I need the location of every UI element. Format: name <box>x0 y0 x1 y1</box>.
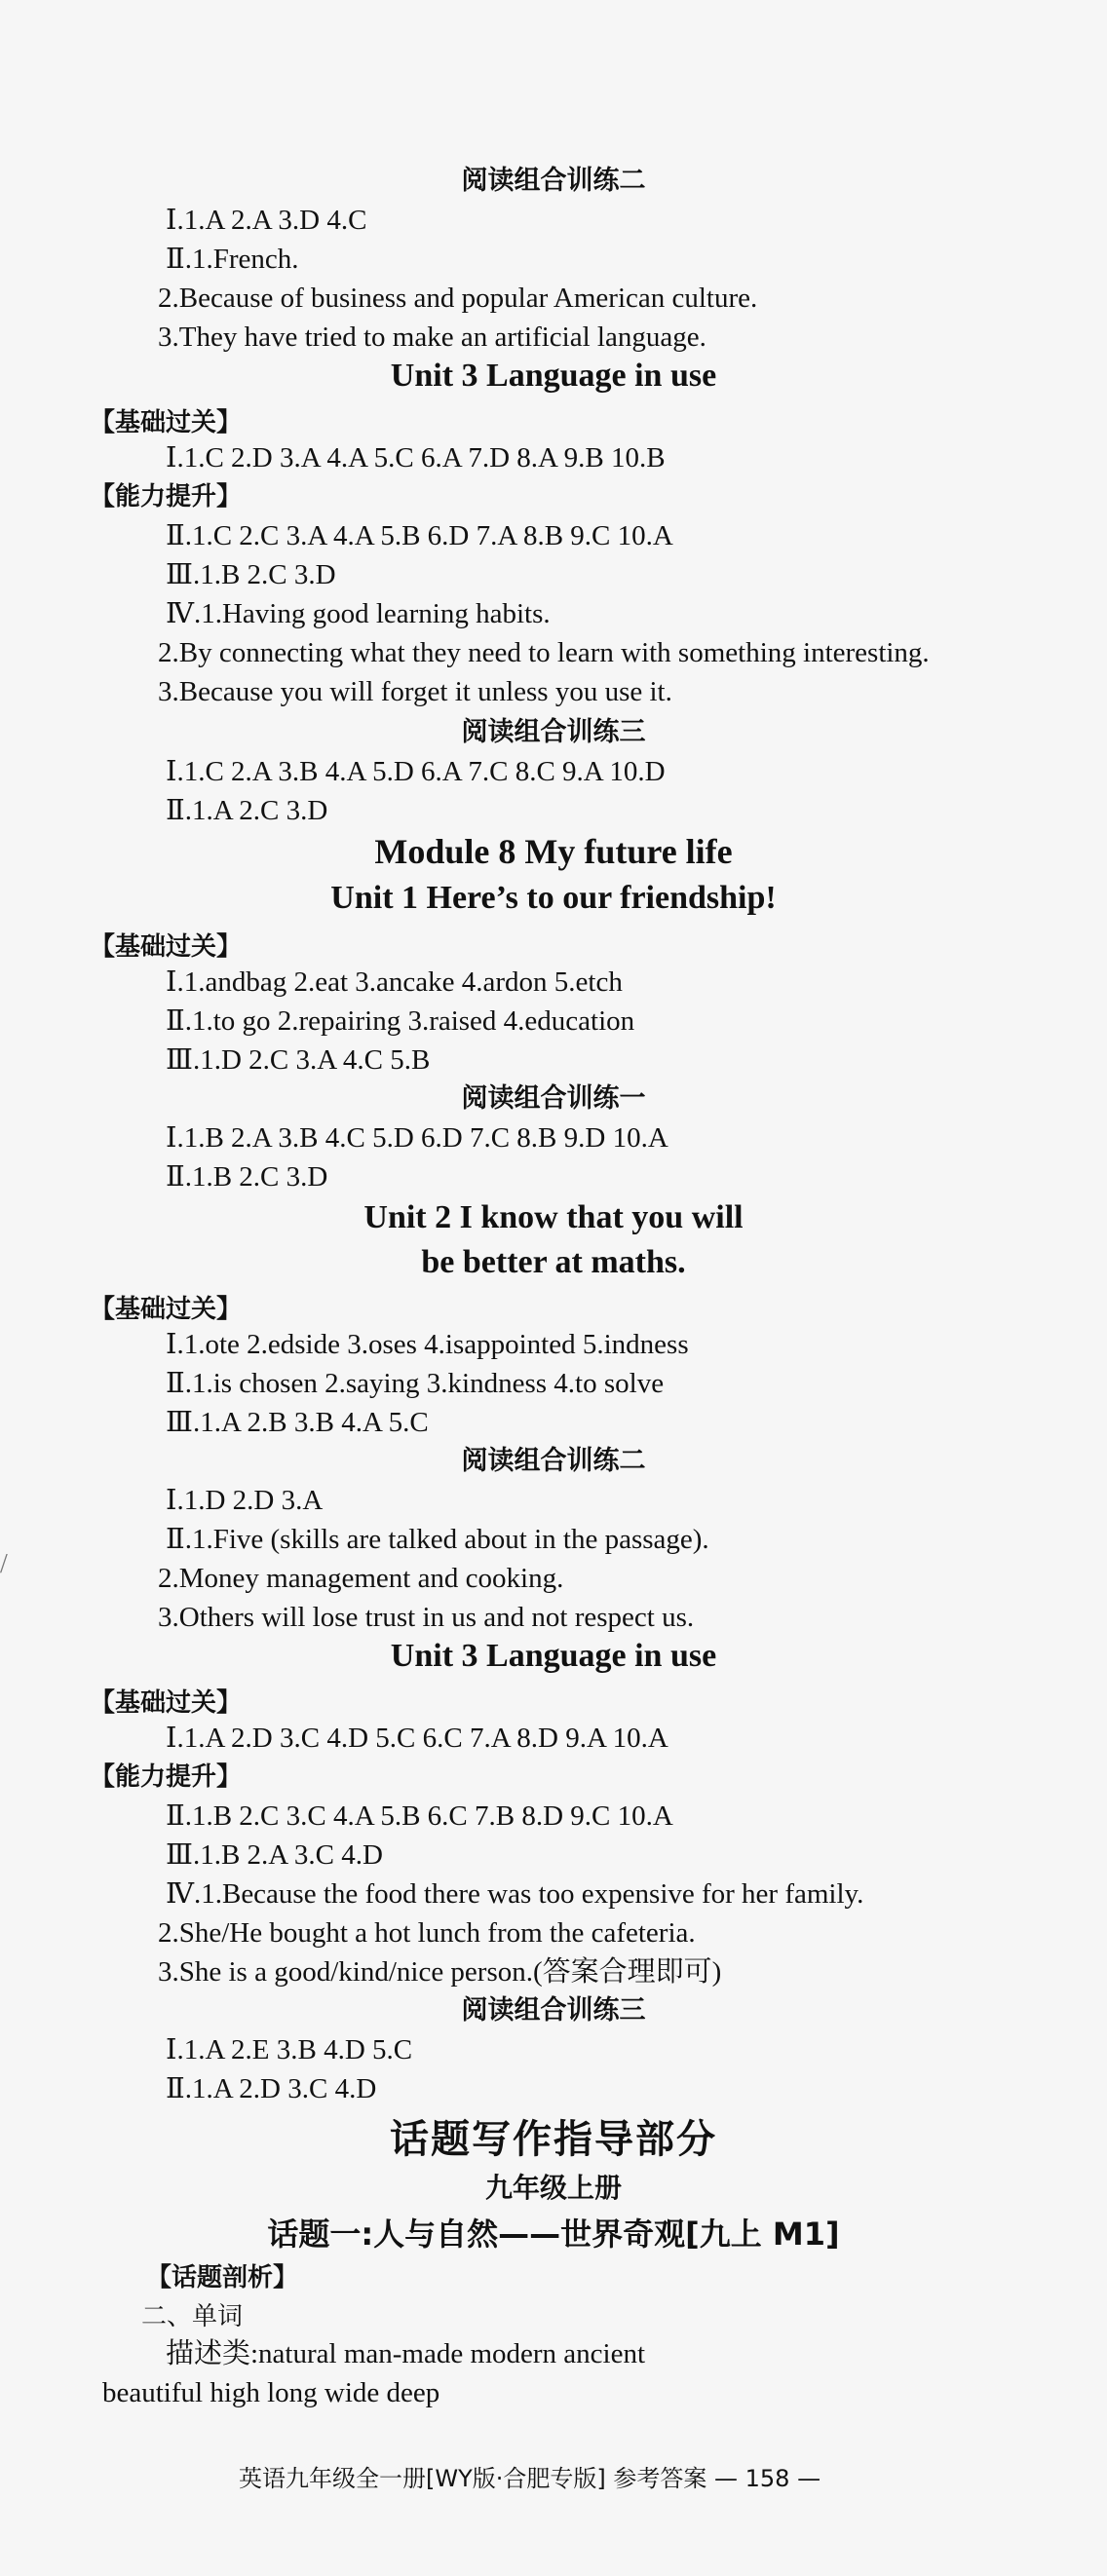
answer-line: Ⅱ.1.Five (skills are talked about in the passage). <box>166 1524 709 1555</box>
section-title-reading-2: 阅读组合训练二 <box>461 1446 646 1476</box>
section-title-reading-3: 阅读组合训练三 <box>461 1995 646 2026</box>
answer-line: Ⅱ.1.B 2.C 3.C 4.A 5.B 6.C 7.B 8.D 9.C 10.A <box>166 1800 673 1832</box>
word-list-line: beautiful high long wide deep <box>102 2377 440 2408</box>
answer-line: Ⅳ.1.Having good learning habits. <box>166 598 551 629</box>
page-footer: 英语九年级全一册[WY版·合肥专版] 参考答案 — 158 — <box>239 2465 821 2492</box>
margin-mark: / <box>0 1549 8 1579</box>
answer-line: Ⅰ.1.ote 2.edside 3.oses 4.isappointed 5.indness <box>166 1329 689 1360</box>
writing-section-title: 话题写作指导部分 <box>390 2117 717 2162</box>
answer-line: Ⅱ.1.French. <box>166 244 299 275</box>
answer-line: Ⅲ.1.B 2.C 3.D <box>166 559 336 590</box>
unit-title: Unit 3 Language in use <box>390 1638 717 1674</box>
word-list-line: 描述类:natural man-made modern ancient <box>166 2338 646 2369</box>
tag-ability: 【能力提升】 <box>90 482 243 511</box>
tag-basic: 【基础过关】 <box>90 1688 243 1718</box>
answer-line: Ⅲ.1.B 2.A 3.C 4.D <box>166 1839 383 1871</box>
tag-basic: 【基础过关】 <box>90 932 243 962</box>
answer-line: Ⅰ.1.andbag 2.eat 3.ancake 4.ardon 5.etch <box>166 966 623 998</box>
topic-title: 话题一:人与自然——世界奇观[九上 M1] <box>267 2216 840 2253</box>
answer-line: Ⅲ.1.A 2.B 3.B 4.A 5.C <box>166 1407 429 1438</box>
module-title: Module 8 My future life <box>374 832 733 871</box>
answer-line: 3.Because you will forget it unless you use it. <box>158 676 672 707</box>
answer-line: 2.Because of business and popular American culture. <box>158 283 758 314</box>
answer-line: 3.Others will lose trust in us and not respect us. <box>158 1602 695 1633</box>
answer-line: 2.Money management and cooking. <box>158 1563 564 1594</box>
section-title-reading-3: 阅读组合训练三 <box>461 717 646 747</box>
answer-line: Ⅱ.1.C 2.C 3.A 4.A 5.B 6.D 7.A 8.B 9.C 10.A <box>166 520 673 551</box>
tag-topic-analysis: 【话题剖析】 <box>146 2263 299 2292</box>
answer-line: Ⅳ.1.Because the food there was too expensive for her family. <box>166 1878 864 1910</box>
answer-line: Ⅰ.1.A 2.A 3.D 4.C <box>166 205 367 236</box>
answer-line: Ⅱ.1.is chosen 2.saying 3.kindness 4.to solve <box>166 1368 665 1399</box>
answer-line: 2.By connecting what they need to learn with something interesting. <box>158 637 930 668</box>
grade-title: 九年级上册 <box>484 2172 622 2204</box>
tag-basic: 【基础过关】 <box>90 1295 243 1324</box>
answer-line: Ⅰ.1.A 2.D 3.C 4.D 5.C 6.C 7.A 8.D 9.A 10.A <box>166 1723 668 1754</box>
answer-line: Ⅱ.1.A 2.D 3.C 4.D <box>166 2073 377 2104</box>
answer-line: Ⅱ.1.A 2.C 3.D <box>166 795 328 826</box>
answer-line: 2.She/He bought a hot lunch from the cafeteria. <box>158 1917 696 1949</box>
section-title-reading-2: 阅读组合训练二 <box>461 166 646 196</box>
subheading-words: 二、单词 <box>141 2302 244 2331</box>
section-title-reading-1: 阅读组合训练一 <box>461 1083 646 1114</box>
tag-ability: 【能力提升】 <box>90 1762 243 1792</box>
answer-line: Ⅰ.1.A 2.E 3.B 4.D 5.C <box>166 2034 413 2065</box>
answer-line: Ⅰ.1.C 2.D 3.A 4.A 5.C 6.A 7.D 8.A 9.B 10.B <box>166 442 666 474</box>
answer-line: Ⅰ.1.B 2.A 3.B 4.C 5.D 6.D 7.C 8.B 9.D 10.A <box>166 1122 668 1154</box>
answer-line: 3.She is a good/kind/nice person.(答案合理即可) <box>158 1956 722 1988</box>
answer-line: Ⅱ.1.to go 2.repairing 3.raised 4.education <box>166 1005 635 1037</box>
unit-title-line-1: Unit 2 I know that you will <box>363 1199 744 1235</box>
tag-basic: 【基础过关】 <box>90 408 243 437</box>
unit-title: Unit 3 Language in use <box>390 358 717 394</box>
answer-line: Ⅲ.1.D 2.C 3.A 4.C 5.B <box>166 1044 431 1076</box>
answer-line: Ⅰ.1.D 2.D 3.A <box>166 1485 324 1516</box>
answer-line: Ⅰ.1.C 2.A 3.B 4.A 5.D 6.A 7.C 8.C 9.A 10.D <box>166 756 666 787</box>
answer-line: Ⅱ.1.B 2.C 3.D <box>166 1161 328 1193</box>
answer-line: 3.They have tried to make an artificial language. <box>158 322 706 353</box>
unit-title: Unit 1 Here’s to our friendship! <box>330 880 777 916</box>
unit-title-line-2: be better at maths. <box>421 1244 686 1280</box>
